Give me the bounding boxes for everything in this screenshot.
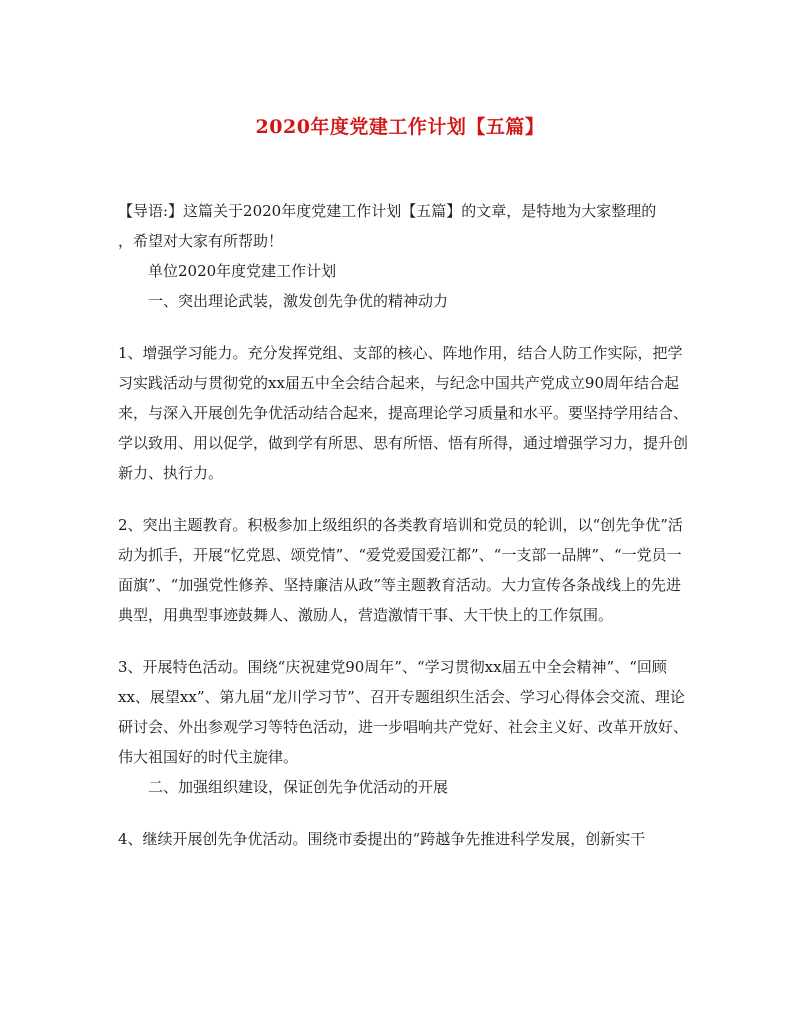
spacer bbox=[118, 802, 688, 824]
section-2-heading: 二、加强组织建设，保证创先争优活动的开展 bbox=[148, 778, 449, 796]
document-body bbox=[118, 196, 688, 854]
document-title: 2020年度党建工作计划【五篇】 bbox=[255, 116, 545, 138]
item-3: 3、开展特色活动。围绕“庆祝建党90周年”、“学习贯彻xx届五中全会精神”、“回顾xx、展望xx”、第九届“龙川学习节”、召开专题组织生活会、学习心得体会交流、理论研讨会、外出参观学习等特色活动，进一步唱响共产党好、社会主义好、改革开放好、伟大祖国好的时代主旋律。 bbox=[118, 658, 689, 766]
spacer bbox=[118, 488, 688, 510]
item-4: 4、继续开展创先争优活动。围绕市委提出的“跨越争先推进科学发展，创新实干 bbox=[118, 830, 646, 848]
unit-heading: 单位2020年度党建工作计划 bbox=[148, 262, 337, 280]
spacer bbox=[118, 316, 688, 338]
intro-line-2: ，希望对大家有所帮助！ bbox=[118, 232, 284, 250]
intro-line-1: 【导语:】这篇关于2020年度党建工作计划【五篇】的文章，是特地为大家整理的 bbox=[118, 202, 657, 220]
item-2: 2、突出主题教育。积极参加上级组织的各类教育培训和党员的轮训，以“创先争优”活动为抓手，开展“忆党恩、颂党情”、“爱党爱国爱江都”、“一支部一品牌”、“一党员一面旗”、“加强党性修养、坚持廉洁从政”等主题教育活动。大力宣传各条战线上的先进典型，用典型事迹鼓舞人、激励人，营造激情干事、大干快上的工作氛围。 bbox=[118, 516, 683, 624]
section-1-heading: 一、突出理论武装，激发创先争优的精神动力 bbox=[148, 292, 449, 310]
spacer bbox=[118, 630, 688, 652]
item-1: 1、增强学习能力。充分发挥党组、支部的核心、阵地作用，结合人防工作实际，把学习实践活动与贯彻党的xx届五中全会结合起来，与纪念中国共产党成立90周年结合起来，与深入开展创先争优活动结合起来，提高理论学习质量和水平。要坚持学用结合、学以致用、用以促学，做到学有所思、思有所悟、悟有所得，通过增强学习力，提升创新力、执行力。 bbox=[118, 344, 689, 482]
